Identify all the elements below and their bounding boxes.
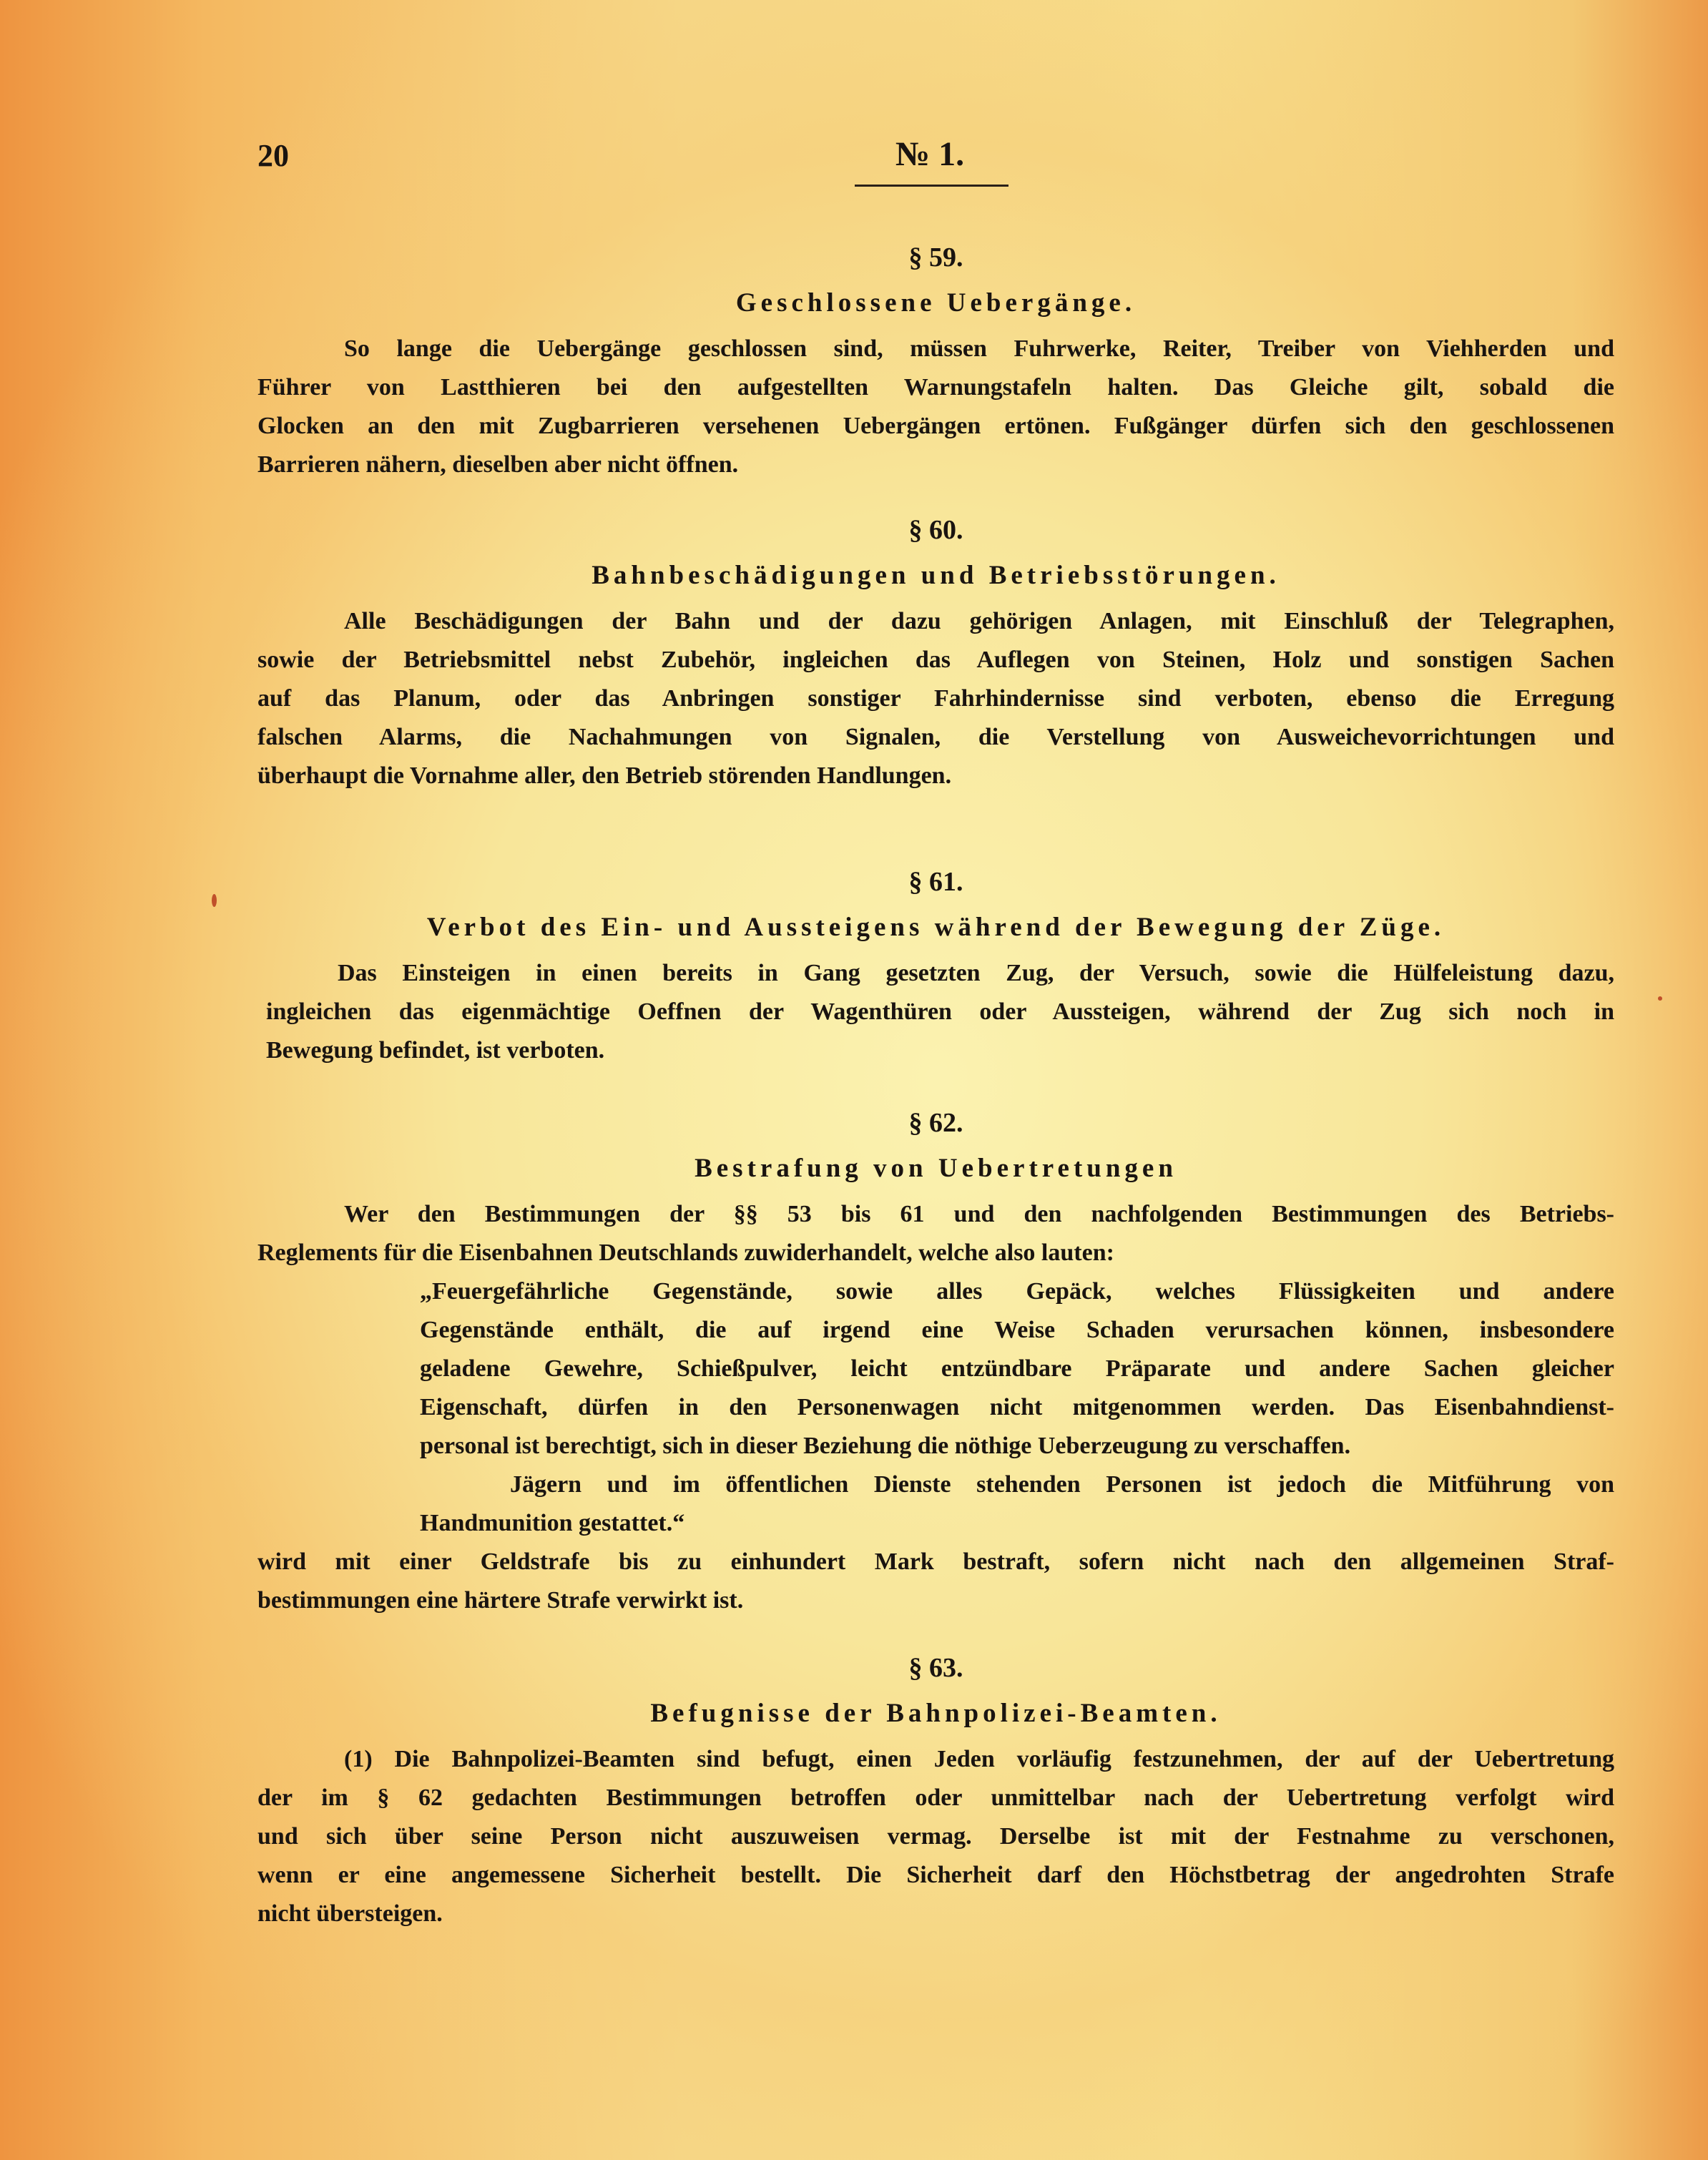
text-line: der im § 62 gedachten Bestimmungen betroffen oder unmittelbar nach der Uebertretung verfolgt wird	[257, 1785, 1614, 1811]
text-line: nicht übersteigen.	[257, 1900, 443, 1927]
text-line: Bewegung befindet, ist verboten.	[266, 1037, 605, 1064]
section-number: § 60.	[908, 515, 963, 545]
text-line: bestimmungen eine härtere Strafe verwirkt ist.	[257, 1587, 744, 1614]
text-line: So lange die Uebergänge geschlossen sind, müssen Fuhrwerke, Reiter, Treiber von Viehherden und	[344, 335, 1614, 362]
section-heading: Bahnbeschädigungen und Betriebsstörungen.	[592, 561, 1280, 590]
text-line: wird mit einer Geldstrafe bis zu einhundert Mark bestraft, sofern nicht nach den allgemeinen Straf-	[257, 1548, 1614, 1575]
text-line: Gegenstände enthält, die auf irgend eine Weise Schaden verursachen können, insbesondere	[420, 1317, 1614, 1343]
text-line: überhaupt die Vornahme aller, den Betrieb störenden Handlungen.	[257, 762, 952, 789]
ink-speck	[212, 894, 217, 907]
paragraph	[257, 1195, 1614, 1272]
issue-number: № 1.	[895, 135, 965, 173]
text-line: sowie der Betriebsmittel nebst Zubehör, ingleichen das Auflegen von Steinen, Holz und sonstigen Sachen	[257, 647, 1614, 673]
text-line: auf das Planum, oder das Anbringen sonstiger Fahrhindernisse sind verboten, ebenso die Erregung	[257, 685, 1614, 712]
text-line: und sich über seine Person nicht auszuweisen vermag. Derselbe ist mit der Festnahme zu verschonen,	[257, 1823, 1614, 1850]
section-number: § 63.	[908, 1653, 963, 1683]
text-line: wenn er eine angemessene Sicherheit bestellt. Die Sicherheit darf den Höchstbetrag der angedrohten Strafe	[257, 1862, 1614, 1888]
section-heading: Befugnisse der Bahnpolizei-Beamten.	[650, 1699, 1222, 1728]
text-line: Wer den Bestimmungen der §§ 53 bis 61 und den nachfolgenden Bestimmungen des Betriebs-	[344, 1201, 1614, 1227]
paragraph	[257, 330, 1614, 484]
paragraph	[257, 1543, 1614, 1620]
issue-underline	[855, 185, 1008, 187]
ink-speck	[1658, 996, 1662, 1001]
text-line: (1) Die Bahnpolizei-Beamten sind befugt, einen Jeden vorläufig festzunehmen, der auf der Uebertretung	[344, 1746, 1614, 1772]
section-number: § 61.	[908, 867, 963, 897]
section-number: § 62.	[908, 1108, 963, 1138]
text-line: Reglements für die Eisenbahnen Deutschlands zuwiderhandelt, welche also lauten:	[257, 1239, 1114, 1266]
text-line: Alle Beschädigungen der Bahn und der dazu gehörigen Anlagen, mit Einschluß der Telegraphen,	[344, 608, 1614, 634]
section-heading: Verbot des Ein- und Aussteigens während der Bewegung der Züge.	[426, 913, 1446, 942]
section-heading: Geschlossene Uebergänge.	[735, 288, 1137, 318]
text-line: ingleichen das eigenmächtige Oeffnen der Wagenthüren oder Aussteigen, während der Zug sich noch in	[266, 998, 1614, 1025]
text-line: Eigenschaft, dürfen in den Personenwagen nicht mitgenommen werden. Das Eisenbahndienst-	[420, 1394, 1614, 1420]
paragraph	[257, 1272, 1614, 1466]
section-61	[257, 860, 1614, 1070]
text-line: Führer von Lastthieren bei den aufgestellten Warnungstafeln halten. Das Gleiche gilt, sobald die	[257, 374, 1614, 401]
text-line: Das Einsteigen in einen bereits in Gang gesetzten Zug, der Versuch, sowie die Hülfeleistung dazu,	[338, 960, 1614, 986]
section-62	[257, 1101, 1614, 1620]
text-line: geladene Gewehre, Schießpulver, leicht entzündbare Präparate und andere Sachen gleicher	[420, 1355, 1614, 1382]
section-59	[257, 235, 1614, 484]
text-line: Handmunition gestattet.“	[420, 1510, 685, 1536]
text-line: „Feuergefährliche Gegenstände, sowie alles Gepäck, welches Flüssigkeiten und andere	[420, 1278, 1614, 1305]
text-line: Jägern und im öffentlichen Dienste stehenden Personen ist jedoch die Mitführung von	[510, 1471, 1614, 1498]
page-number: 20	[257, 138, 289, 173]
paragraph	[257, 602, 1614, 795]
text-line: personal ist berechtigt, sich in dieser Beziehung die nöthige Ueberzeugung zu verschaffen.	[420, 1433, 1351, 1459]
section-heading: Bestrafung von Uebertretungen	[695, 1154, 1177, 1183]
text-line: Glocken an den mit Zugbarrieren versehenen Uebergängen ertönen. Fußgänger dürfen sich den geschlossenen	[257, 413, 1614, 439]
paragraph	[257, 1740, 1614, 1933]
section-63	[257, 1646, 1614, 1933]
paragraph	[257, 1466, 1614, 1543]
text-line: Barrieren nähern, dieselben aber nicht öffnen.	[257, 451, 739, 478]
paragraph	[257, 954, 1614, 1070]
text-line: falschen Alarms, die Nachahmungen von Signalen, die Verstellung von Ausweichevorrichtungen und	[257, 724, 1614, 750]
section-number: § 59.	[908, 242, 963, 273]
section-60	[257, 508, 1614, 795]
